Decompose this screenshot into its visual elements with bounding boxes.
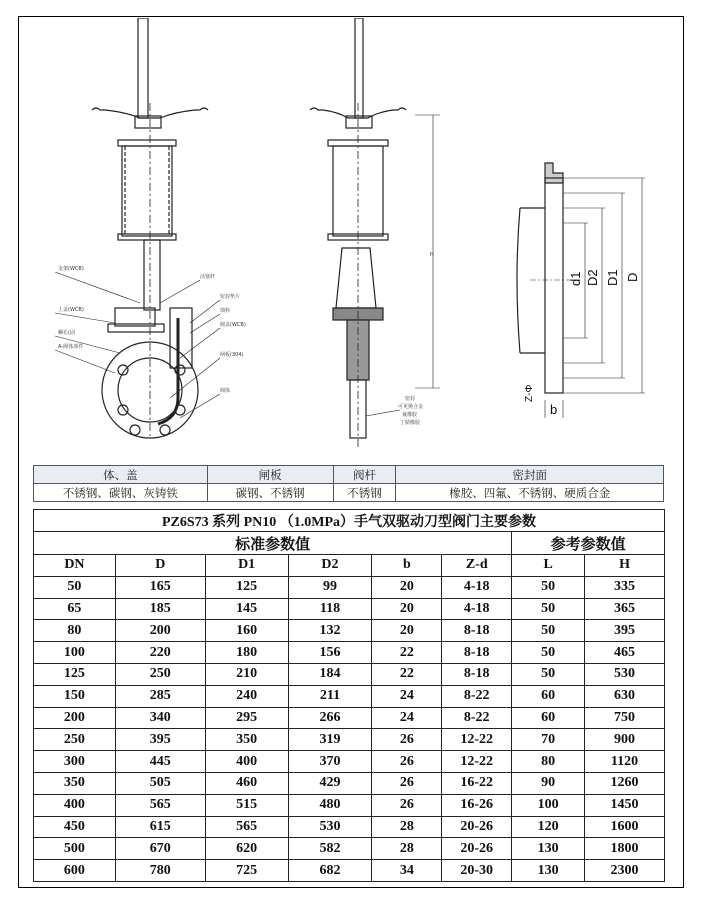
valve-technical-drawing xyxy=(20,18,682,462)
cell-h: 1260 xyxy=(585,772,665,794)
spec-group-standard: 标准参数值 xyxy=(34,532,512,555)
cell-h: 750 xyxy=(585,707,665,729)
materials-value-row xyxy=(34,484,664,502)
table-row xyxy=(34,794,665,816)
cell-dn: 200 xyxy=(34,707,116,729)
cell-d1: 620 xyxy=(205,838,288,860)
cell-d2: 156 xyxy=(288,642,372,664)
cell-z-d: 8-18 xyxy=(442,620,512,642)
cell-b: 24 xyxy=(372,685,442,707)
cell-h: 900 xyxy=(585,729,665,751)
cell-dn: 100 xyxy=(34,642,116,664)
col-header-d: D xyxy=(115,555,205,577)
cell-d: 200 xyxy=(115,620,205,642)
cell-l: 50 xyxy=(512,642,585,664)
cell-dn: 600 xyxy=(34,860,116,882)
cell-d2: 99 xyxy=(288,576,372,598)
materials-value-gate: 碳钢、不锈钢 xyxy=(207,484,333,502)
svg-text:d1: d1 xyxy=(568,271,583,286)
materials-header-stem: 阀杆 xyxy=(333,466,396,484)
cell-d2: 682 xyxy=(288,860,372,882)
table-row xyxy=(34,707,665,729)
cell-d: 565 xyxy=(115,794,205,816)
cell-d: 505 xyxy=(115,772,205,794)
table-row xyxy=(34,685,665,707)
cell-d1: 145 xyxy=(205,598,288,620)
cell-d1: 180 xyxy=(205,642,288,664)
spec-title-row xyxy=(34,510,665,532)
cell-d2: 118 xyxy=(288,598,372,620)
cell-z-d: 12-22 xyxy=(442,751,512,773)
cell-d1: 295 xyxy=(205,707,288,729)
svg-text:支架(WCB): 支架(WCB) xyxy=(58,266,84,272)
col-header-b: b xyxy=(372,555,442,577)
cell-d1: 210 xyxy=(205,663,288,685)
col-header-d1: D1 xyxy=(205,555,288,577)
svg-text:D2: D2 xyxy=(585,269,600,286)
cell-l: 100 xyxy=(512,794,585,816)
svg-text:螺孔(固: 螺孔(固 xyxy=(58,330,75,336)
cell-dn: 50 xyxy=(34,576,116,598)
svg-text:Z-Φ: Z-Φ xyxy=(524,384,535,402)
cell-dn: 65 xyxy=(34,598,116,620)
cell-z-d: 4-18 xyxy=(442,576,512,598)
cell-h: 465 xyxy=(585,642,665,664)
cell-h: 2300 xyxy=(585,860,665,882)
table-row xyxy=(34,729,665,751)
cell-l: 130 xyxy=(512,860,585,882)
cell-d1: 515 xyxy=(205,794,288,816)
col-header-l: L xyxy=(512,555,585,577)
materials-value-body-cover: 不锈钢、碳钢、灰铸铁 xyxy=(34,484,208,502)
cell-d: 780 xyxy=(115,860,205,882)
cell-d: 220 xyxy=(115,642,205,664)
cell-b: 26 xyxy=(372,751,442,773)
cell-d1: 400 xyxy=(205,751,288,773)
cell-dn: 400 xyxy=(34,794,116,816)
spec-column-header-row xyxy=(34,555,665,577)
cell-b: 34 xyxy=(372,860,442,882)
cell-dn: 150 xyxy=(34,685,116,707)
materials-table xyxy=(33,465,664,502)
cell-h: 1800 xyxy=(585,838,665,860)
svg-text:H: H xyxy=(430,252,434,258)
svg-text:阀体: 阀体 xyxy=(220,388,231,394)
cell-d: 185 xyxy=(115,598,205,620)
cell-d1: 565 xyxy=(205,816,288,838)
cell-h: 395 xyxy=(585,620,665,642)
cell-d: 445 xyxy=(115,751,205,773)
cell-d1: 725 xyxy=(205,860,288,882)
cell-d: 395 xyxy=(115,729,205,751)
spec-group-row xyxy=(34,532,665,555)
cell-b: 20 xyxy=(372,598,442,620)
cell-b: 26 xyxy=(372,772,442,794)
cell-h: 1450 xyxy=(585,794,665,816)
cell-l: 80 xyxy=(512,751,585,773)
cell-d2: 370 xyxy=(288,751,372,773)
cell-b: 20 xyxy=(372,576,442,598)
spec-body xyxy=(34,576,665,881)
col-header-z-d: Z-d xyxy=(442,555,512,577)
cell-dn: 300 xyxy=(34,751,116,773)
svg-text:密封垫片: 密封垫片 xyxy=(220,294,241,300)
materials-header-seal-face: 密封面 xyxy=(396,466,664,484)
materials-value-seal-face: 橡胶、四氟、不锈钢、硬质合金 xyxy=(396,484,664,502)
cell-d2: 266 xyxy=(288,707,372,729)
cell-l: 50 xyxy=(512,663,585,685)
cell-l: 60 xyxy=(512,685,585,707)
cell-l: 50 xyxy=(512,620,585,642)
svg-text:丁腈橡胶: 丁腈橡胶 xyxy=(400,420,421,426)
cell-l: 120 xyxy=(512,816,585,838)
cell-dn: 250 xyxy=(34,729,116,751)
cell-d2: 530 xyxy=(288,816,372,838)
spec-group-reference: 参考参数值 xyxy=(512,532,665,555)
svg-text:阀盖(WCB): 阀盖(WCB) xyxy=(220,322,246,328)
cell-d: 285 xyxy=(115,685,205,707)
spec-table xyxy=(33,509,665,882)
cell-b: 28 xyxy=(372,816,442,838)
cell-b: 28 xyxy=(372,838,442,860)
svg-text:可更换合金: 可更换合金 xyxy=(398,404,424,410)
cell-h: 630 xyxy=(585,685,665,707)
cell-z-d: 8-22 xyxy=(442,707,512,729)
cell-l: 70 xyxy=(512,729,585,751)
cell-d: 670 xyxy=(115,838,205,860)
cell-l: 60 xyxy=(512,707,585,729)
svg-text:D1: D1 xyxy=(605,269,620,286)
cell-d1: 240 xyxy=(205,685,288,707)
svg-text:填料: 填料 xyxy=(220,308,231,314)
cell-d2: 319 xyxy=(288,729,372,751)
cell-d: 250 xyxy=(115,663,205,685)
cell-d2: 211 xyxy=(288,685,372,707)
cell-dn: 500 xyxy=(34,838,116,860)
cell-z-d: 8-18 xyxy=(442,663,512,685)
svg-text:密封: 密封 xyxy=(405,396,416,402)
table-row xyxy=(34,860,665,882)
stem-middle xyxy=(355,18,363,118)
cell-z-d: 20-30 xyxy=(442,860,512,882)
cell-h: 530 xyxy=(585,663,665,685)
cell-l: 50 xyxy=(512,576,585,598)
table-row xyxy=(34,838,665,860)
cell-d2: 429 xyxy=(288,772,372,794)
svg-text:A-阀体部件: A-阀体部件 xyxy=(58,344,84,350)
svg-text:上盖(WCB): 上盖(WCB) xyxy=(58,307,84,313)
table-row xyxy=(34,598,665,620)
cell-d: 165 xyxy=(115,576,205,598)
cell-l: 50 xyxy=(512,598,585,620)
drawing-svg xyxy=(20,18,682,462)
col-header-h: H xyxy=(585,555,665,577)
svg-text:活塞杆: 活塞杆 xyxy=(200,274,216,280)
cell-l: 130 xyxy=(512,838,585,860)
cell-d1: 460 xyxy=(205,772,288,794)
cell-z-d: 8-22 xyxy=(442,685,512,707)
table-row xyxy=(34,772,665,794)
materials-header-gate: 闸板 xyxy=(207,466,333,484)
cell-b: 24 xyxy=(372,707,442,729)
cell-b: 26 xyxy=(372,729,442,751)
cell-b: 22 xyxy=(372,642,442,664)
cell-z-d: 16-26 xyxy=(442,794,512,816)
cell-d1: 125 xyxy=(205,576,288,598)
cell-dn: 125 xyxy=(34,663,116,685)
col-header-dn: DN xyxy=(34,555,116,577)
cell-z-d: 12-22 xyxy=(442,729,512,751)
table-row xyxy=(34,642,665,664)
cell-z-d: 8-18 xyxy=(442,642,512,664)
cell-l: 90 xyxy=(512,772,585,794)
table-row xyxy=(34,620,665,642)
cell-z-d: 20-26 xyxy=(442,838,512,860)
table-row xyxy=(34,816,665,838)
cell-dn: 80 xyxy=(34,620,116,642)
cell-h: 1120 xyxy=(585,751,665,773)
table-row xyxy=(34,751,665,773)
cell-d2: 132 xyxy=(288,620,372,642)
cell-h: 365 xyxy=(585,598,665,620)
cell-dn: 350 xyxy=(34,772,116,794)
cell-d2: 480 xyxy=(288,794,372,816)
cell-z-d: 20-26 xyxy=(442,816,512,838)
col-header-d2: D2 xyxy=(288,555,372,577)
cell-h: 1600 xyxy=(585,816,665,838)
cell-d: 615 xyxy=(115,816,205,838)
svg-text:氟橡胶: 氟橡胶 xyxy=(402,412,418,418)
cell-b: 26 xyxy=(372,794,442,816)
cell-z-d: 16-22 xyxy=(442,772,512,794)
stem-left xyxy=(138,18,148,118)
materials-header-row xyxy=(34,466,664,484)
table-row xyxy=(34,576,665,598)
cell-z-d: 4-18 xyxy=(442,598,512,620)
spec-title: PZ6S73 系列 PN10 （1.0MPa）手气双驱动刀型阀门主要参数 xyxy=(34,510,665,532)
materials-value-stem: 不锈钢 xyxy=(333,484,396,502)
cell-d1: 160 xyxy=(205,620,288,642)
svg-text:闸板(304): 闸板(304) xyxy=(220,352,244,358)
cell-h: 335 xyxy=(585,576,665,598)
cell-d1: 350 xyxy=(205,729,288,751)
materials-header-body-cover: 体、盖 xyxy=(34,466,208,484)
cell-dn: 450 xyxy=(34,816,116,838)
svg-text:b: b xyxy=(550,402,558,417)
cell-d2: 184 xyxy=(288,663,372,685)
cell-b: 22 xyxy=(372,663,442,685)
cell-d: 340 xyxy=(115,707,205,729)
table-row xyxy=(34,663,665,685)
cell-d2: 582 xyxy=(288,838,372,860)
svg-text:D: D xyxy=(625,272,640,282)
cell-b: 20 xyxy=(372,620,442,642)
